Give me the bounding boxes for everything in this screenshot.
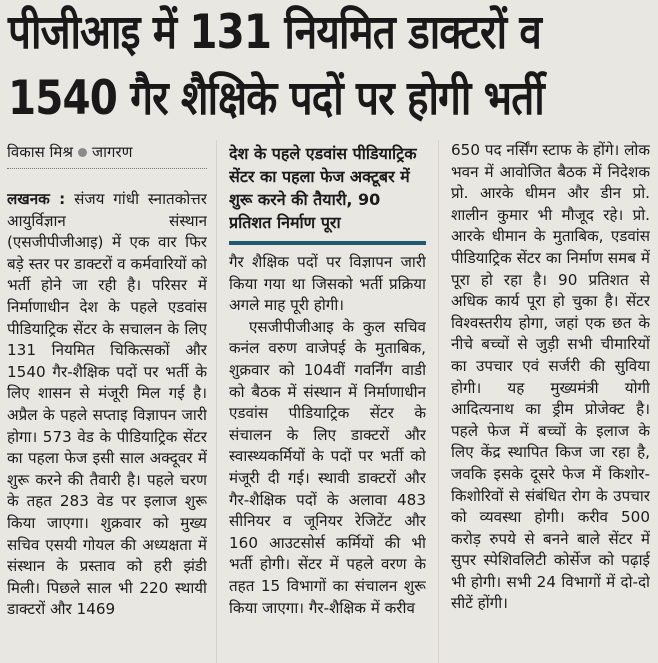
- bullet-icon: [78, 148, 87, 157]
- article-text-col1: संजय गांधी स्नातकोत्तर आयुर्विज्ञान संस्थान (एसजीपीजीआइ) में एक वार फिर बड़े स्तर पर डाक्टरों व कर्मवारियों को भर्ती होने जा रही है। परिसर में निर्माणाधीन देश के पहले एडवांस पीडियाट्रिक सेंटर के सचालन के लिए 131 नियमित चिकित्सकों और 1540 गैर-शैक्षिक पदों पर भर्ती के लिए शासन से मंजूरी मिल गई है। अप्रैल के पहले सप्ताइ विज्ञापन जारी होगा। 573 वेड के पीडियाट्रिक सेंटर का पहला फेज इसी साल अक्दूवर में शुरू करने की तैवारी है। पहले चरण के तहत 283 वेड पर इलाज शुरू किया जाएगा। शुक्रवार को मुख्य सचिव एसयी गोयल की अध्यक्षता में संस्थान के प्रस्ताव को हरी झंडी मिली। पिछले साल भी 220 स्थायी डाक्टरों और 1469: [7, 190, 207, 619]
- article-column-1: [7, 140, 207, 663]
- byline-divider: [7, 168, 207, 169]
- subheading: देश के पहले एडवांस पीडियाट्रिक सेंटर का पहला फेज अक्टूबर में शुरू करने की तैयारी, 90 प्रतिशत निर्माण पूरा: [229, 144, 417, 232]
- article-paragraph: गैर शैक्षिक पदों पर विज्ञापन जारी किया गया था जिसको भर्ती प्रक्रिया अगले माह पूरी होगी।: [229, 253, 426, 315]
- article-paragraph: एसजीपीजीआइ के कुल सचिव कनंल वरुण वाजेपई के मुताबिक, शुक्रवार को 104वीं गवर्निंग वाडी को बैठक में संस्थान में निर्माणाधीन एडवांस पीडियाट्रिक सेंटर के संचालन के लिए डाक्टरों और स्वास्थ्यकर्मियों के पदों पर भर्ती को मंजूरी दी गई। स्थावी डाक्टरों और गैर-शैक्षिक पदों के अलावा 483 सीनियर व जूनियर रेजिटेंट और 160 आउटसोर्स कर्मियों की भी भर्ती होगी। सेंटर में पहले वरण के तहत 15 विभागों का संचालन शुरू किया जाएगा। गैर-शैक्षिक में करीव: [229, 317, 426, 617]
- subheading-rule: [229, 241, 426, 245]
- column-divider: [438, 140, 439, 663]
- byline: [7, 140, 207, 164]
- article-column-3: [451, 140, 650, 663]
- headline-line-1: पीजीआइ में 131 नियमित डाक्टरों व: [8, 5, 542, 60]
- dateline: लखनक :: [7, 190, 66, 208]
- byline-source: जागरण: [92, 143, 133, 161]
- byline-author: विकास मिश्र: [7, 143, 74, 161]
- article-paragraph: 650 पद नर्सिंग स्टाफ के होंगे। लोक भवन में आवोजित बैठक में निदेशक प्रो. आरके धीमन और डीन प्रो. शालीन कुमार भी मौजूद रहे। प्रो. आरके धीमान के मुताबिक, एडवांस पीडियाट्रिक सेंटर का निर्माण समब में पूरा हो रहा है। 90 प्रतिशत से अधिक कार्य पूरा हो चुका है। सेंटर विश्वस्तरीय होगा, जहां एक छत के नीचे बच्चों से जुड़ी सभी चीमारियों का उपचार एवं सर्जरी की सुविया होगी। यह मुख्यमंत्री योगी आदित्यनाथ का ड्रीम प्रोजेक्ट है। पहले फेज में बच्चों के इलाज के लिए केंद्र स्थापित किज जा रहा है, जवकि इसके दूसरे फेज में किशोर-किशोरिवों से संबंधित रोग के उपचार को व्यवस्था होगी। करीव 500 करोड़ रुपये से बनने बाले सेंटर में सुपर स्पेशिवलिटी कोर्सेज को पढ़ाई भी होगी। सभी 24 विभागों में दो-दो सीटें होंगी।: [451, 141, 650, 613]
- headline-line-2: 1540 गैर शैक्षिके पदों पर होगी भर्ती: [8, 71, 544, 126]
- column-divider: [216, 140, 217, 663]
- article-paragraph: [7, 189, 207, 621]
- headline: [8, 0, 658, 132]
- article-column-2: [229, 140, 426, 663]
